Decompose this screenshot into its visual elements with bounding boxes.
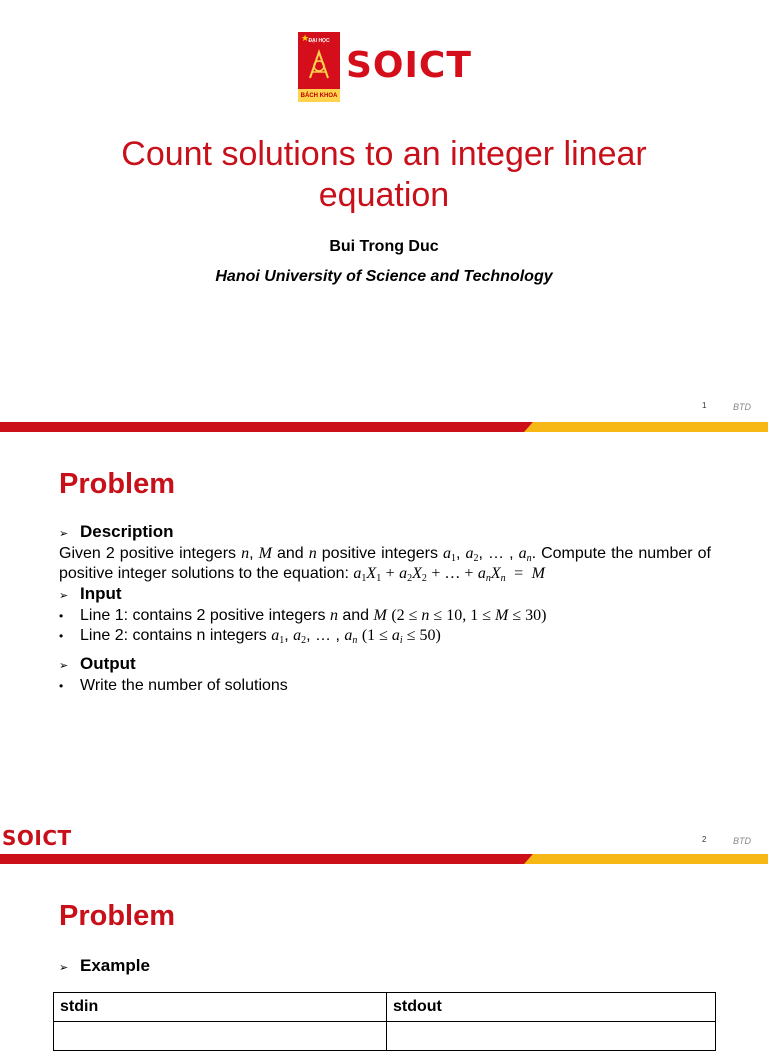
problem-body bbox=[59, 522, 711, 696]
table-cell bbox=[387, 1022, 716, 1051]
input-line-1: • Line 1: contains 2 positive integers n and M (2 ≤ n ≤ 10, 1 ≤ M ≤ 30) bbox=[59, 607, 547, 624]
table-header-stdout: stdout bbox=[387, 993, 716, 1022]
star-icon: ★ bbox=[301, 33, 310, 43]
emblem-figure-icon bbox=[306, 48, 332, 82]
example-heading: ➢ Example bbox=[59, 956, 711, 978]
example-table bbox=[53, 992, 716, 1051]
arrow-bullet-icon: ➢ bbox=[59, 660, 69, 672]
soict-logo: SOICT bbox=[346, 45, 472, 86]
author-name: Bui Trong Duc bbox=[329, 238, 439, 255]
author-affiliation: Hanoi University of Science and Technology bbox=[215, 268, 553, 285]
footer-tag: BTD bbox=[733, 402, 751, 412]
input-heading: ➢ Input bbox=[59, 584, 711, 606]
problem-title: Problem bbox=[59, 468, 176, 500]
emblem-bottom-text: BÁCH KHOA bbox=[300, 93, 338, 99]
input-line-2: • Line 2: contains n integers $a_1$, $a_2$, … , $a_n$ $(1 \le a_i \le 50)$ bbox=[59, 627, 441, 646]
slide-problem-example bbox=[0, 864, 768, 1024]
arrow-bullet-icon: ➢ bbox=[59, 962, 69, 974]
emblem-top-text: ĐẠI HỌC bbox=[308, 38, 330, 44]
slide-title bbox=[0, 0, 768, 432]
footer-tag: BTD bbox=[733, 836, 751, 846]
soict-small-logo: SOICT bbox=[2, 826, 72, 850]
description-text: Given 2 positive integers n, M and n positive integers $a_1$, $a_2$, … , $a_n$. Compute the number of positive integer solutions to the equation: $a_1X_1 + a_2X_2$ + … + $a_nX_n = M$ bbox=[59, 545, 712, 584]
slide-problem bbox=[0, 432, 768, 864]
output-line: • Write the number of solutions bbox=[59, 677, 288, 694]
table-row bbox=[54, 993, 716, 1022]
table-cell bbox=[54, 1022, 387, 1051]
footer-bar bbox=[0, 422, 768, 432]
problem-title: Problem bbox=[59, 900, 176, 932]
university-emblem-icon bbox=[298, 32, 340, 102]
table-row bbox=[54, 1022, 716, 1051]
description-heading: ➢ Description bbox=[59, 522, 711, 544]
output-heading: ➢ Output bbox=[59, 654, 711, 676]
slide-title-heading: Count solutions to an integer linear equation bbox=[121, 135, 647, 214]
table-header-stdin: stdin bbox=[54, 993, 387, 1022]
arrow-bullet-icon: ➢ bbox=[59, 528, 69, 540]
footer-bar bbox=[0, 854, 768, 864]
arrow-bullet-icon: ➢ bbox=[59, 590, 69, 602]
page-number: 2 bbox=[702, 835, 707, 844]
page-number: 1 bbox=[702, 401, 707, 410]
